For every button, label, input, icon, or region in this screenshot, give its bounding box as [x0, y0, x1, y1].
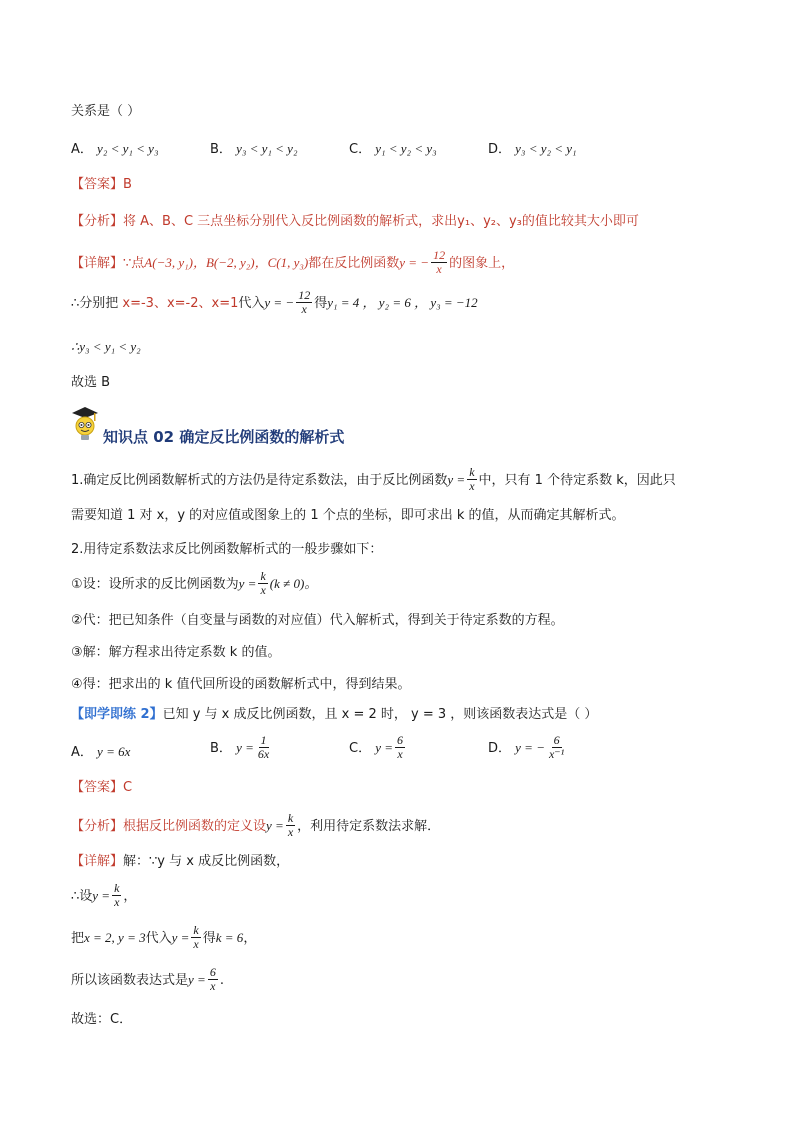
- step-4: ④得：把求出的 k 值代回所设的函数解析式中，得到结果。: [71, 677, 411, 692]
- step-2: ②代：把已知条件（自变量与函数的对应值）代入解析式，得到关于待定系数的方程。: [71, 613, 564, 628]
- fraction: $\frac{k}{x}$: [287, 811, 294, 839]
- q1-option-c: C． y₁ < y₂ < y₃: [349, 141, 437, 157]
- fraction: $\frac{12}{x}$: [298, 288, 311, 316]
- fraction: $\frac{k}{x}$: [193, 923, 199, 951]
- knowledge-p2: 2.用待定系数法求反比例函数解析式的一般步骤如下：: [71, 542, 383, 557]
- q2-option-c: C． y = $\frac{6}{x}$: [349, 733, 404, 761]
- fraction: $\frac{6}{\text{x⁻¹}}$: [548, 733, 565, 761]
- fraction: $\frac{1}{6x}$: [257, 733, 270, 761]
- q2-option-b: B． y = $\frac{1}{6x}$: [210, 733, 270, 761]
- q1-analysis: 【分析】将 A、B、C 三点坐标分别代入反比例函数的解析式，求出y₁、y₂、y₃的值比较其大小即可: [71, 214, 639, 229]
- q2-option-a: A． y = 6x: [71, 744, 131, 760]
- q2-stem: 【即学即练 2】已知 y 与 x 成反比例函数，且 x = 2 时， y = 3 ，则该函数表达式是（ ）: [71, 707, 598, 722]
- fraction: $\frac{6}{x}$: [209, 965, 216, 993]
- q1-option-b: B． y₃ < y₁ < y₂: [210, 141, 298, 157]
- q2-detail-4: 所以该函数表达式是y = $\frac{6}{x}$ .: [71, 965, 224, 993]
- q2-conclusion: 故选：C．: [71, 1012, 133, 1027]
- q2-answer: 【答案】C: [71, 780, 133, 795]
- knowledge-p1-cont: 需要知道 1 对 x，y 的对应值或图象上的 1 个点的坐标，即可求出 k 的值，从而确定其解析式。: [71, 508, 625, 523]
- q2-analysis: 【分析】根据反比例函数的定义设y = $\frac{k}{x}$ ，利用待定系数法求解．: [71, 811, 441, 839]
- q1-detail-line-3: ∴y₃ < y₁ < y₂: [71, 339, 141, 354]
- step-1: ①设：设所求的反比例函数为y = $\frac{k}{x}$ (k ≠ 0)。: [71, 569, 318, 597]
- q1-answer: 【答案】B: [71, 177, 132, 192]
- q2-detail-1: 【详解】解：∵y 与 x 成反比例函数，: [71, 854, 290, 869]
- q2-detail-2: ∴设y = $\frac{k}{x}$ ，: [71, 881, 137, 909]
- q1-detail-line-2: ∴分别把 x=-3、x=-2、x=1代入y = − $\frac{12}{x}$ 得y₁ = 4 ， y₂ = 6 ， y₃ = −12: [71, 288, 478, 316]
- knowledge-p1: 1.确定反比例函数解析式的方法仍是待定系数法，由于反比例函数y = $\frac{k}{x}$ 中，只有 1 个待定系数 k，因此只: [71, 465, 676, 493]
- q1-stem-tail: 关系是（ ）: [71, 104, 141, 119]
- q2-detail-3: 把x = 2, y = 3代入y = $\frac{k}{x}$ 得k = 6，: [71, 923, 257, 951]
- q1-conclusion: 故选 B: [71, 375, 111, 390]
- q2-option-d: D． y = − $\frac{6}{\text{x⁻¹}}$: [488, 733, 565, 761]
- step-3: ③解：解方程求出待定系数 k 的值。: [71, 645, 281, 660]
- q1-option-a: A． y₂ < y₁ < y₃: [71, 141, 159, 157]
- fraction: $\frac{12}{x}$: [433, 248, 446, 276]
- fraction: $\frac{k}{x}$: [469, 465, 475, 493]
- fraction: $\frac{k}{x}$: [114, 881, 120, 909]
- fraction: $\frac{6}{x}$: [397, 733, 404, 761]
- section-title: 知识点 02 确定反比例函数的解析式: [103, 428, 345, 446]
- q1-option-d: D． y₃ < y₂ < y₁: [488, 141, 577, 157]
- q1-detail-line-1: 【详解】∵点A(−3, y₁)，B(−2, y₂)，C(1, y₃)都在反比例函数y = − $\frac{12}{x}$ 的图象上，: [71, 248, 515, 276]
- student-bulb-icon: [70, 405, 100, 443]
- fraction: $\frac{k}{x}$: [260, 569, 266, 597]
